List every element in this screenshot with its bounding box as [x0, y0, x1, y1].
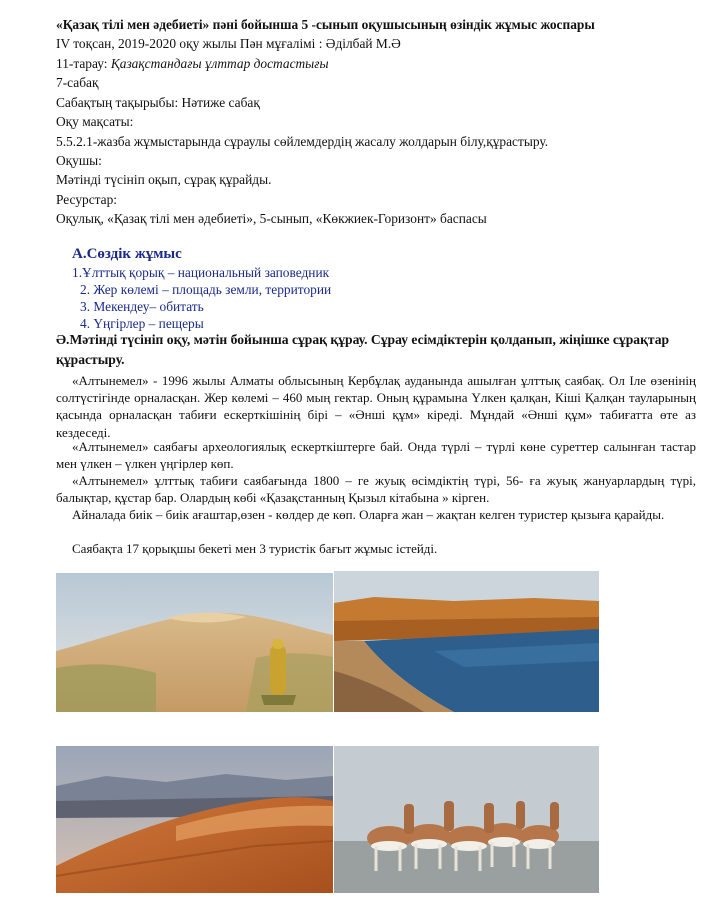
kulan-herd-photo [334, 746, 599, 893]
task-text: Ә.Мәтінді түсініп оқу, мәтін бойынша сұрақ құрау. Сұрау есімдіктерін қолданып, жіңішке сұрақтар құрастыру. [56, 332, 670, 367]
sand-dune-mountains-photo [56, 746, 333, 893]
desert-dune-plant-photo [56, 573, 333, 712]
text-paragraph: «Алтынемел» - 1996 жылы Алматы облысының Кербұлақ ауданында ашылған ұлттық саябақ. Ол Іле өзенінің солтүстігінде орналасқан. Жер көлемі – 460 мың гектар. Оның құрамына Үлкен қалқан, Кіші Қалқан тауларының қасында орналасқан табиғи ескерткішінің бірі – «Әнші құм» кіреді. Мұндай «Әнші құм» табиғатта өте аз кездеседі. [56, 373, 696, 440]
goal-text: 5.5.2.1-жазба жұмыстарында сұраулы сөйлемдердің жасалу жолдарын білу,құрастыру. [56, 134, 549, 149]
section-line [56, 55, 329, 72]
vocabulary-item: 1.Ұлттық қорық – национальный заповедник [72, 265, 330, 280]
text-paragraph: Саябақта 17 қорықшы бекеті мен 3 туристік бағыт жұмыс істейді. [72, 541, 438, 556]
lesson-topic: Сабақтың тақырыбы: Нәтиже сабақ [56, 95, 260, 110]
lake-cliff-shore-photo [334, 571, 599, 712]
section-prefix: 11-тарау: [56, 56, 111, 71]
text-paragraph: «Алтынемел» ұлттық табиғи саябағында 1800 – ге жуық өсімдіктің түрі, 56- ға жуық жануарлардың түрі, балықтар, құстар бар. Олардың көбі «Қазақстанның Қызыл кітабына » кірген. [56, 473, 696, 506]
term-teacher-line: IV тоқсан, 2019-2020 оқу жылы Пән мұғалімі : Әділбай М.Ә [56, 36, 401, 51]
lesson-number: 7-сабақ [56, 75, 99, 90]
vocabulary-item: 4. Үңгірлер – пещеры [80, 316, 204, 331]
resources-label: Ресурстар: [56, 192, 118, 207]
section-name: Қазақстандағы ұлттар достастығы [110, 56, 329, 71]
goal-label: Оқу мақсаты: [56, 114, 134, 129]
document-title: «Қазақ тілі мен әдебиеті» пәні бойынша 5 -сынып оқушысының өзіндік жұмыс жоспары [56, 17, 595, 32]
vocabulary-item: 2. Жер көлемі – площадь земли, территории [80, 282, 332, 297]
student-text: Мәтінді түсініп оқып, сұрақ құрайды. [56, 172, 272, 187]
vocabulary-item: 3. Мекендеу– обитать [80, 299, 204, 314]
resources-text: Оқулық, «Қазақ тілі мен әдебиеті», 5-сынып, «Көкжиек-Горизонт» баспасы [56, 211, 487, 226]
text-paragraph: «Алтынемел» саябағы археологиялық ескерткіштерге бай. Онда түрлі – түрлі көне суреттер салынған тастар мен үлкен – үлкен үңгірлер көп. [56, 439, 696, 472]
student-label: Оқушы: [56, 153, 102, 168]
text-paragraph: Айналада биік – биік ағаштар,өзен - көлдер де көп. Оларға жан – жақтан келген туристер қызыға қарайды. [72, 507, 665, 522]
vocabulary-heading: А.Сөздік жұмыс [72, 246, 182, 262]
